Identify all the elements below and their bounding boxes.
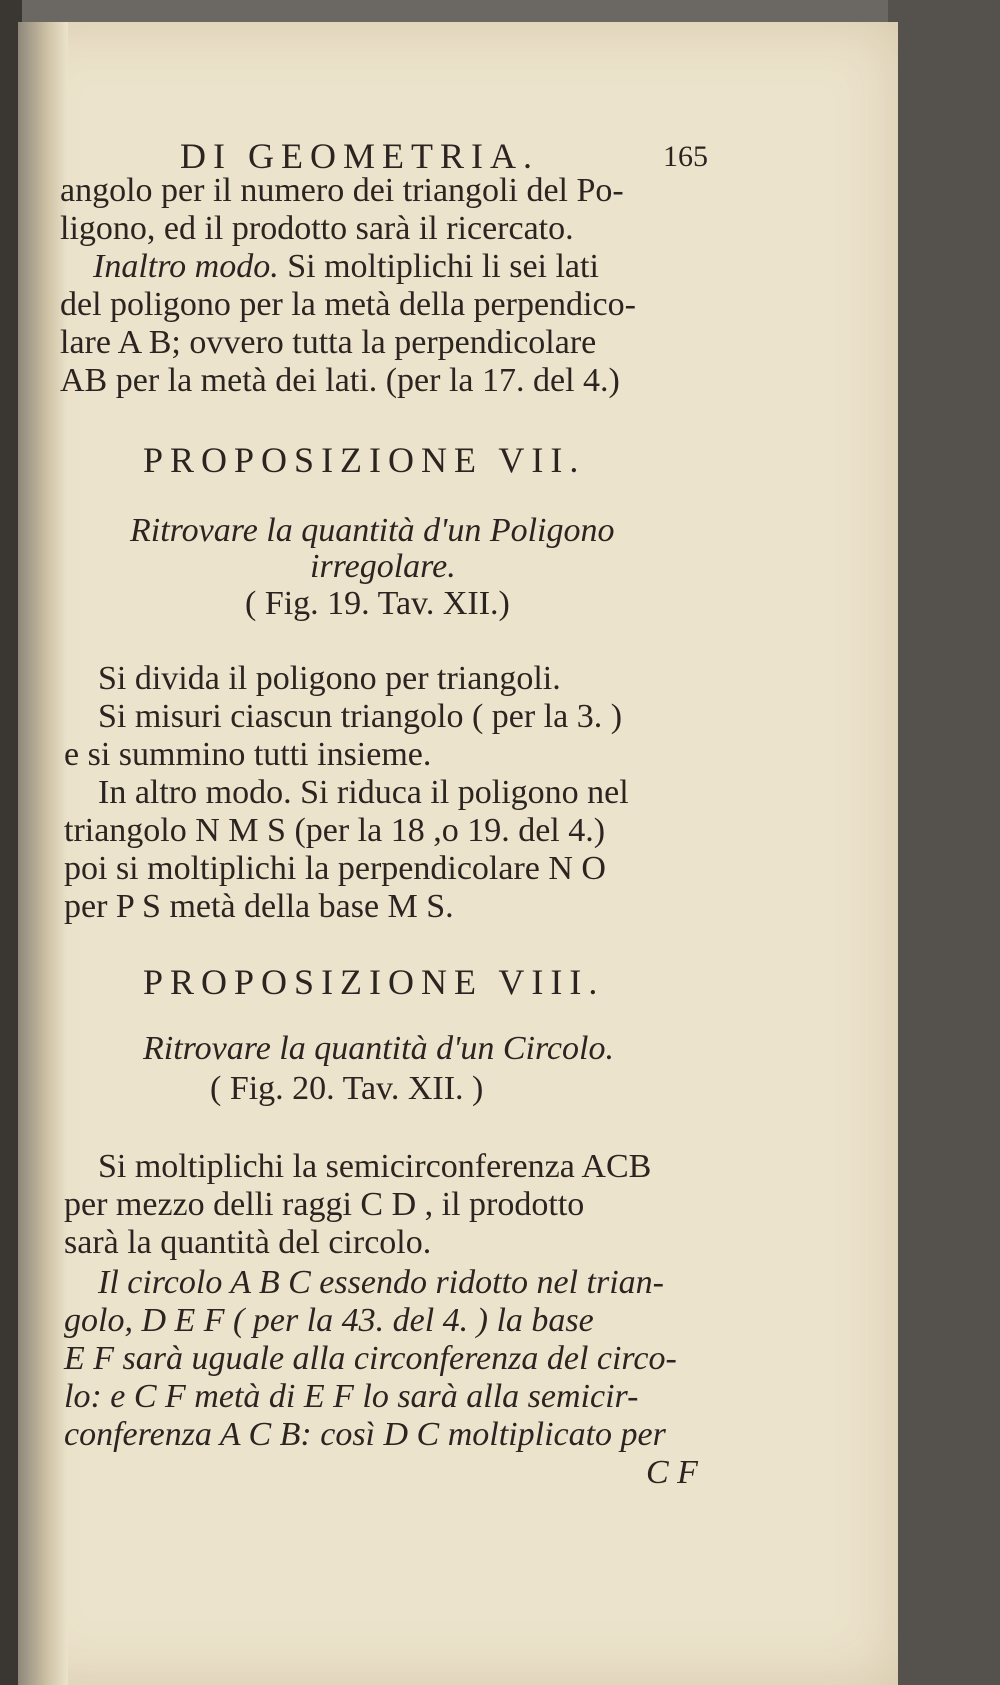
body-line: del poligono per la metà della perpendico- (60, 286, 636, 323)
prop8-subtitle: Ritrovare la quantità d'un Circolo. (143, 1030, 614, 1067)
body-line: e si summino tutti insieme. (64, 736, 432, 773)
book-page (18, 22, 898, 1685)
body-line: Si divida il poligono per triangoli. (98, 660, 561, 697)
body-line: Il circolo A B C essendo ridotto nel trian- (98, 1264, 664, 1301)
catchword: C F (646, 1454, 698, 1491)
body-line: conferenza A C B: così D C moltiplicato per (64, 1416, 666, 1453)
body-line: per P S metà della base M S. (64, 888, 454, 925)
body-line: In altro modo. Si riduca il poligono nel (98, 774, 629, 811)
body-line: angolo per il numero dei triangoli del Po- (60, 172, 624, 209)
body-line: ligono, ed il prodotto sarà il ricercato. (60, 210, 574, 247)
body-line: E F sarà uguale alla circonferenza del circo- (64, 1340, 677, 1377)
prop8-heading: PROPOSIZIONE VIII. (143, 962, 605, 1002)
body-line: Si misuri ciascun triangolo ( per la 3. ) (98, 698, 623, 735)
italic-phrase: Inaltro modo. (93, 248, 279, 285)
prop7-subtitle: Ritrovare la quantità d'un Poligono (130, 512, 615, 549)
body-line: lare A B; ovvero tutta la perpendicolare (60, 324, 597, 361)
running-header: DI GEOMETRIA. (180, 136, 539, 176)
body-line: golo, D E F ( per la 43. del 4. ) la base (64, 1302, 594, 1339)
plain-phrase: Si moltiplichi li sei lati (278, 248, 599, 285)
body-line: Si moltiplichi la semicirconferenza ACB (98, 1148, 652, 1185)
body-line: lo: e C F metà di E F lo sarà alla semicir- (64, 1378, 639, 1415)
body-line: per mezzo delli raggi C D , il prodotto (64, 1186, 585, 1223)
prop8-figure-ref: ( Fig. 20. Tav. XII. ) (210, 1070, 484, 1107)
body-line: poi si moltiplichi la perpendicolare N O (64, 850, 606, 887)
body-line (93, 250, 599, 284)
body-line: AB per la metà dei lati. (per la 17. del 4.) (60, 362, 620, 399)
prop7-figure-ref: ( Fig. 19. Tav. XII.) (245, 585, 510, 622)
page-gutter (18, 22, 68, 1685)
prop7-heading: PROPOSIZIONE VII. (143, 440, 586, 480)
body-line: sarà la quantità del circolo. (64, 1224, 432, 1261)
prop7-subtitle: irregolare. (310, 548, 456, 585)
body-line: triangolo N M S (per la 18 ,o 19. del 4.) (64, 812, 606, 849)
page-number: 165 (663, 140, 708, 173)
